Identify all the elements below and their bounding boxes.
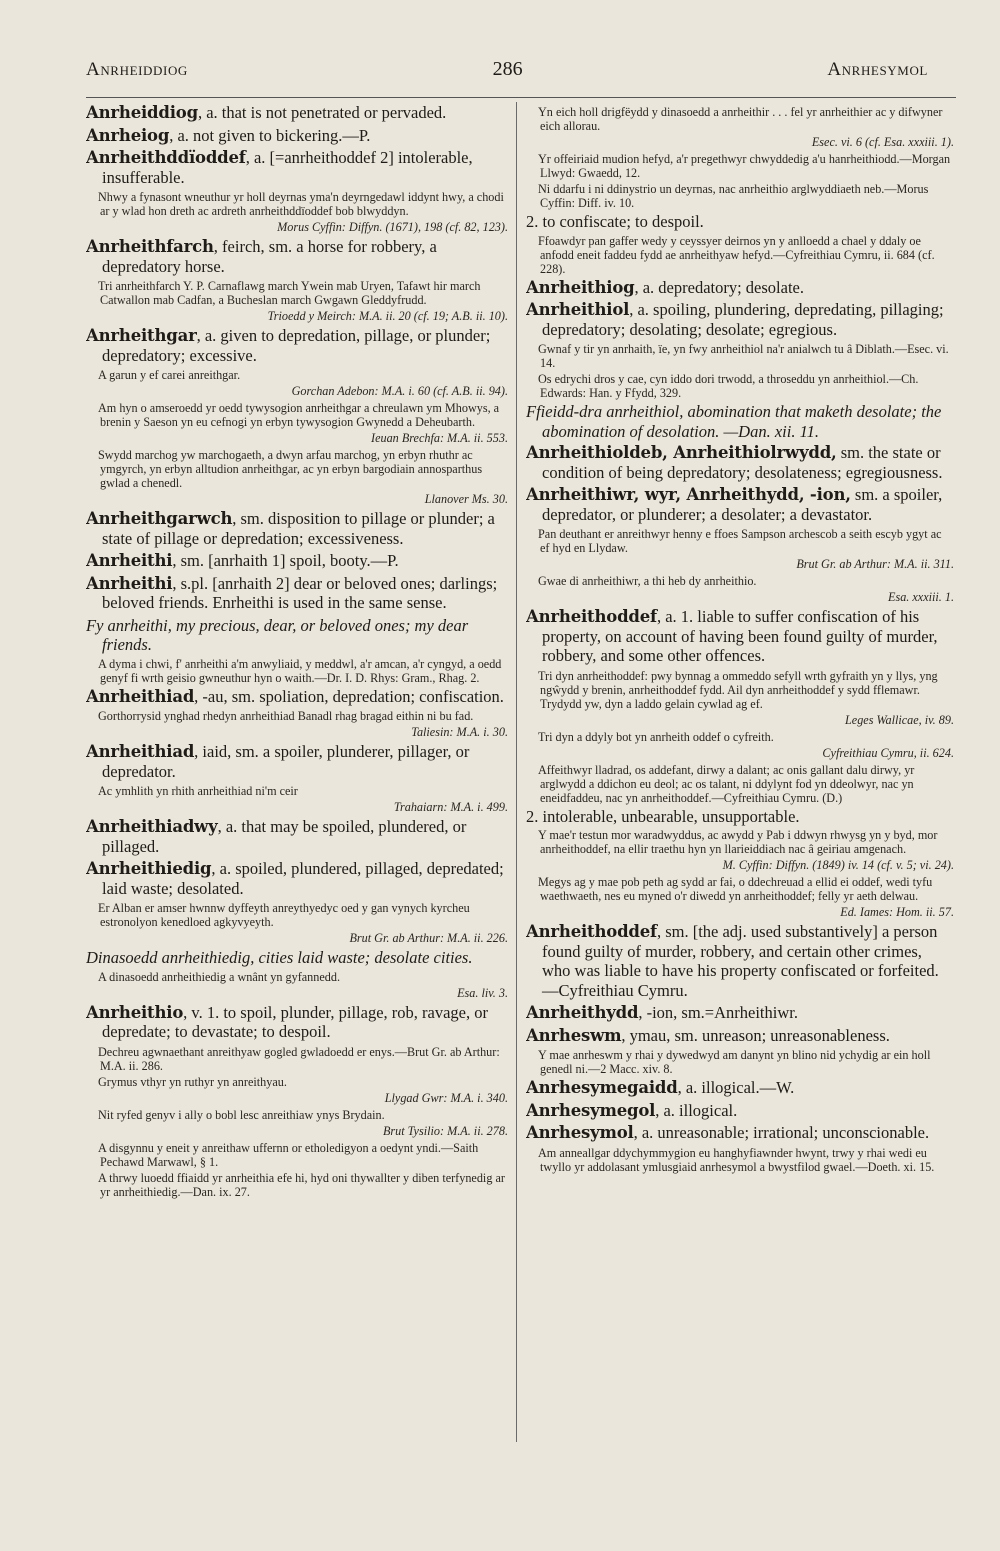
phrase-definition: Ffieidd-dra anrheithiol, abomination that maketh desolate; the abomination of desolation. —Dan. xii. 11. bbox=[526, 402, 942, 441]
citation: Leges Wallicae, iv. 89. bbox=[845, 712, 954, 727]
dictionary-entry bbox=[86, 509, 508, 548]
definition: sm. a spoiler, depredator, or plunderer; a desolater; a devastator. bbox=[542, 485, 943, 524]
example-quotation: A disgynnu y eneit y anreithaw uffernn or etholedigyon a oedynt yndi.—Saith Pechawd Marwawl, § 1. bbox=[98, 1140, 479, 1169]
headword: Anrheithiadwy bbox=[86, 817, 218, 836]
sense-definition: 2. intolerable, unbearable, unsupportable. bbox=[526, 806, 800, 826]
example-quotation: Am anneallgar ddychymmygion eu hanghyfiawnder hwynt, trwy y rhai wedi eu twyllo yr addolasant ymlusgiaid anrhesymol a bwystfilod gwael.—Doeth. xi. 15. bbox=[538, 1145, 935, 1174]
column-divider bbox=[516, 102, 517, 1442]
definition: , a. spoiled, plundered, pillaged, depredated; laid waste; desolated. bbox=[102, 859, 504, 898]
dictionary-entry bbox=[526, 1101, 954, 1121]
citation: Esa. liv. 3. bbox=[457, 985, 508, 1000]
definition: , iaid, sm. a spoiler, plunderer, pillager, or depredator. bbox=[102, 742, 470, 781]
citation: Brut Gr. ab Arthur: M.A. ii. 311. bbox=[796, 557, 954, 571]
definition: , v. 1. to spoil, plunder, pillage, rob, ravage, or depredate; to devastate; to despoil. bbox=[102, 1002, 488, 1041]
example-quotation: A thrwy luoedd ffiaidd yr anrheithia efe hi, hyd oni thywallter y diben terfynedig ar yr anrheithiedig.—Dan. ix. 27. bbox=[98, 1170, 505, 1199]
dictionary-entry bbox=[86, 687, 508, 707]
headword: Anrheithiol bbox=[526, 300, 630, 319]
headword: Anrheithoddef bbox=[526, 922, 657, 941]
dictionary-entry bbox=[86, 742, 508, 781]
left-guide-word: Anrheiddiog bbox=[86, 59, 188, 80]
dictionary-entry bbox=[86, 1003, 508, 1042]
sense-definition: 2. to confiscate; to despoil. bbox=[526, 212, 704, 231]
dictionary-entry bbox=[526, 300, 954, 339]
headword: Anrheithiad bbox=[86, 686, 195, 706]
headword: Anrheithiedig bbox=[86, 859, 212, 878]
example-quotation: Swydd marchog yw marchogaeth, a dwyn arfau marchog, yn erbyn rhuthr ac ymgyrch, yn erbyn alltudion anrheithgar, ac yn erbyn bargodiain annosparthus gwlad a chenedl. bbox=[98, 448, 483, 490]
dictionary-entry bbox=[526, 607, 954, 666]
example-quotation: Y mae'r testun mor waradwyddus, ac awydd y Pab i ddwyn rhwysg yn y byd, mor anrheithoddef, na ellir traethu hyn yn llarieiddiach nac â geiriau amgenach. bbox=[538, 828, 938, 856]
example-quotation: Megys ag y mae pob peth ag sydd ar fai, o ddechreuad a ellid ei oddef, wedi tyfu waethwaeth, nes eu myned o'r diwedd yn anrheithoddef; felly yr aeth delwau. bbox=[538, 875, 933, 903]
dictionary-entry bbox=[86, 126, 508, 146]
running-head bbox=[86, 58, 928, 88]
headword: Anrheiddiog bbox=[86, 103, 198, 122]
example-quotation: Tri anrheithfarch Y. P. Carnaflawg march Ywein mab Uryen, Tafawt hir march Catwallon mab Cadfan, a Bucheslan march Gwgawn Gleddyfrudd. bbox=[98, 279, 481, 307]
headword: Anrheithoddef bbox=[526, 607, 657, 626]
right-column bbox=[526, 103, 954, 1448]
example-quotation: A garun y ef carei anreithgar. bbox=[98, 368, 241, 382]
example-quotation: Am hyn o amseroedd yr oedd tywysogion anrheithgar a chreulawn ym Mhowys, a brenin y Saeson yn eu cefnogi yn erbyn tywysogion Gwynedd a Deheubarth. bbox=[98, 401, 500, 429]
definition: , a. depredatory; desolate. bbox=[634, 277, 804, 297]
example-quotation: Grymus vthyr yn ruthyr yn anreithyau. bbox=[98, 1074, 287, 1089]
headword: Anrheithiad bbox=[86, 742, 195, 761]
citation: Gorchan Adebon: M.A. i. 60 (cf. A.B. ii. 94). bbox=[291, 384, 508, 398]
headword: Anrhesymol bbox=[526, 1123, 634, 1142]
citation: Brut Gr. ab Arthur: M.A. ii. 226. bbox=[349, 931, 508, 945]
definition: , sm. [the adj. used substantively] a person found guilty of murder, robbery, and certain other crimes, who was liable to have his property confiscated or forfeited.—Cyfreithiau Cymru. bbox=[542, 922, 939, 1000]
headword: Anrheithydd bbox=[526, 1003, 639, 1022]
citation: Brut Tysilio: M.A. ii. 278. bbox=[382, 1123, 508, 1138]
definition: , -au, sm. spoliation, depredation; confiscation. bbox=[194, 686, 504, 706]
definition: , a. illogical.—W. bbox=[677, 1078, 795, 1097]
citation: Trahaiarn: M.A. i. 499. bbox=[393, 800, 508, 814]
headword: Anrheithi bbox=[86, 573, 173, 593]
headword: Anrheithfarch bbox=[86, 237, 214, 256]
definition: , a. spoiling, plundering, depredating, pillaging; depredatory; desolating; desolate; egregious. bbox=[542, 300, 944, 339]
example-quotation: Nit ryfed genyv i ally o bobl lesc anreithiaw ynys Brydain. bbox=[98, 1107, 385, 1122]
citation: Esec. vi. 6 (cf. Esa. xxxiii. 1). bbox=[811, 135, 954, 149]
dictionary-entry bbox=[526, 922, 954, 1000]
headword: Anrheiog bbox=[86, 125, 170, 145]
example-quotation: Affeithwyr lladrad, os addefant, dirwy a dalant; ac onis gallant dalu dirwy, yr arglwydd a ddichon eu deol; ac os talant, ni ddylynt fod yn ddeolwyr, nac yn eneidfaddeu, nac yn anrheithoddef.—Cyfreithiau Cymru. (D.) bbox=[538, 762, 915, 805]
example-quotation: Ffoawdyr pan gaffer wedy y ceyssyer deirnos yn y anlloedd a chael y ddaly oe anfodd eneit faddeu fydd ae anrheithyaw hefyd.—Cyfreithiau Cymru, ii. 684 (cf. 228). bbox=[538, 233, 935, 276]
definition: , ymau, sm. unreason; unreasonableness. bbox=[621, 1025, 890, 1045]
definition: , sm. disposition to pillage or plunder; a state of pillage or depredation; excessiveness. bbox=[102, 509, 495, 548]
citation: Esa. xxxiii. 1. bbox=[888, 590, 954, 604]
citation: M. Cyffin: Diffyn. (1849) iv. 14 (cf. v. 5; vi. 24). bbox=[722, 858, 954, 872]
citation: Taliesin: M.A. i. 30. bbox=[411, 725, 508, 739]
phrase-definition: Fy anrheithi, my precious, dear, or beloved ones; my dear friends. bbox=[86, 615, 469, 654]
definition: , feirch, sm. a horse for robbery, a depredatory horse. bbox=[102, 237, 437, 276]
dictionary-entry bbox=[526, 485, 954, 524]
dictionary-entry bbox=[86, 103, 508, 123]
dictionary-entry bbox=[526, 278, 954, 298]
definition: , a. that is not penetrated or pervaded. bbox=[197, 103, 447, 122]
example-quotation: Tri dyn anrheithoddef: pwy bynnag a ommeddo sefyll wrth gyfraith yn y llys, yng ngŵydd y brenin, anrheithoddef fydd. Ail dyn anrheithoddef y sydd fflemawr. Trydydd yw, dyn a laddo gelain cywlad ag ef. bbox=[538, 668, 938, 711]
example-quotation: Gwnaf y tir yn anrhaith, ïe, yn fwy anrheithiol na'r anialwch tu â Diblath.—Esec. vi. 14. bbox=[538, 342, 949, 370]
headword: Anrhesymegaidd bbox=[526, 1078, 678, 1097]
left-column bbox=[86, 103, 508, 1448]
example-quotation: Gorthorrysid ynghad rhedyn anrheithiad Banadl rhag bragad eithin ni bu fad. bbox=[98, 709, 474, 723]
citation: Llanover Ms. 30. bbox=[424, 492, 508, 506]
definition: , a. illogical. bbox=[655, 1100, 738, 1120]
example-quotation: A dinasoedd anrheithiedig a wnânt yn gyfannedd. bbox=[98, 969, 340, 984]
citation: Ieuan Brechfa: M.A. ii. 553. bbox=[371, 431, 508, 445]
dictionary-entry bbox=[86, 574, 508, 613]
phrase-definition: Dinasoedd anrheithiedig, cities laid waste; desolate cities. bbox=[86, 948, 473, 967]
definition: , a. 1. liable to suffer confiscation of his property, on account of having been found guilty of murder, robbery, and some other offences. bbox=[542, 607, 938, 665]
headword: Anrheithddïoddef bbox=[86, 148, 246, 167]
headword: Anrheithi bbox=[86, 551, 173, 570]
example-quotation: A dyma i chwi, f' anrheithi a'm anwyliaid, y meddwl, a'r amcan, a'r cyngyd, a oedd genyf fi wrth geisio gwneuthur hyn o waith.—Dr. I. D. Rhys: Gram., Rhag. 2. bbox=[98, 656, 502, 685]
dictionary-entry bbox=[86, 859, 508, 898]
headword: Anrheswm bbox=[526, 1025, 622, 1045]
example-quotation: Nhwy a fynasont wneuthur yr holl deyrnas yma'n deyrngedawl iddynt hwy, a chodi ar y wlad hon dreth ac ardreth anrheithddïoddef bob blwyddyn. bbox=[98, 190, 504, 218]
citation: Llygad Gwr: M.A. i. 340. bbox=[384, 1090, 508, 1105]
dictionary-entry bbox=[86, 326, 508, 365]
citation: Ed. Iames: Hom. ii. 57. bbox=[840, 905, 954, 919]
page-number: 286 bbox=[492, 58, 523, 80]
dictionary-entry bbox=[86, 551, 508, 571]
example-quotation: Pan deuthant er anreithwyr henny e ffoes Sampson archescob a seith escyb ygyt ac ef hyd en Llydaw. bbox=[538, 527, 942, 555]
example-quotation: Tri dyn a ddyly bot yn anrheith oddef o cyfreith. bbox=[538, 729, 774, 744]
definition: , a. that may be spoiled, plundered, or pillaged. bbox=[102, 817, 467, 856]
example-quotation: Er Alban er amser hwnnw dyffeyth anreythyedyc oed y gan vynych kyrcheu estronolyon kenedloed agkyvyeyth. bbox=[98, 901, 470, 929]
header-rule bbox=[86, 97, 956, 98]
headword: Anrheithio bbox=[86, 1002, 184, 1022]
definition: , a. [=anrheithoddef 2] intolerable, insufferable. bbox=[102, 148, 473, 187]
example-quotation: Dechreu agwnaethant anreithyaw gogled gwladoedd er enys.—Brut Gr. ab Arthur: M.A. ii. 286. bbox=[98, 1044, 500, 1073]
dictionary-entry bbox=[86, 148, 508, 187]
definition: , a. not given to bickering.—P. bbox=[169, 125, 371, 145]
example-quotation: Y mae anrheswm y rhai y dywedwyd am danynt yn blino nid ychydig ar ein holl genedl ni.—2 Macc. xiv. 8. bbox=[538, 1048, 931, 1076]
definition: , a. given to depredation, pillage, or plunder; depredatory; excessive. bbox=[102, 326, 491, 365]
definition: , a. unreasonable; irrational; unconscionable. bbox=[633, 1123, 930, 1142]
citation: Trioedd y Meirch: M.A. ii. 20 (cf. 19; A.B. ii. 10). bbox=[267, 309, 508, 323]
dictionary-entry bbox=[526, 1078, 954, 1098]
definition: sm. the state or condition of being depredatory; desolateness; egregiousness. bbox=[542, 443, 943, 482]
headword: Anrheithiwr, wyr, Anrheithydd, -ion, bbox=[526, 485, 851, 504]
example-quotation: Gwae di anrheithiwr, a thi heb dy anrheithio. bbox=[538, 574, 757, 588]
example-quotation: Ni ddarfu i ni ddinystrio un deyrnas, nac anrheithio arglwyddiaeth neb.—Morus Cyffin: Diff. iv. 10. bbox=[538, 182, 929, 210]
headword: Anrheithioldeb, Anrheithiolrwydd, bbox=[526, 443, 837, 462]
example-quotation: Yn eich holl drigfëydd y dinasoedd a anrheithir . . . fel yr anrheithier ac y difwyner eich allorau. bbox=[538, 105, 943, 133]
dictionary-entry bbox=[86, 237, 508, 276]
right-guide-word: Anrhesymol bbox=[827, 59, 928, 80]
dictionary-entry bbox=[526, 443, 954, 482]
example-quotation: Os edrychi dros y cae, cyn iddo dori trwodd, a throseddu yn anrheithiol.—Ch. Edwards: Han. y Ffydd, 329. bbox=[538, 372, 919, 400]
definition: , sm. [anrhaith 1] spoil, booty.—P. bbox=[172, 551, 399, 570]
dictionary-entry bbox=[526, 1003, 954, 1023]
headword: Anrheithgarwch bbox=[86, 509, 233, 528]
citation: Cyfreithiau Cymru, ii. 624. bbox=[822, 745, 954, 760]
headword: Anrheithgar bbox=[86, 326, 197, 345]
headword: Anrheithiog bbox=[526, 277, 635, 297]
dictionary-entry bbox=[526, 1123, 954, 1143]
dictionary-entry bbox=[526, 1026, 954, 1046]
definition: , s.pl. [anrhaith 2] dear or beloved ones; darlings; beloved friends. Enrheithi is used in the same sense. bbox=[102, 573, 498, 612]
headword: Anrhesymegol bbox=[526, 1100, 656, 1120]
citation: Morus Cyffin: Diffyn. (1671), 198 (cf. 82, 123). bbox=[277, 220, 508, 234]
example-quotation: Ac ymhlith yn rhith anrheithiad ni'm ceir bbox=[98, 784, 298, 798]
dictionary-entry bbox=[86, 817, 508, 856]
example-quotation: Yr offeiriaid mudion hefyd, a'r pregethwyr chwyddedig a'u hanrheithiodd.—Morgan Llwyd: Gwaedd, 12. bbox=[538, 152, 951, 180]
definition: , -ion, sm.=Anrheithiwr. bbox=[638, 1003, 798, 1022]
